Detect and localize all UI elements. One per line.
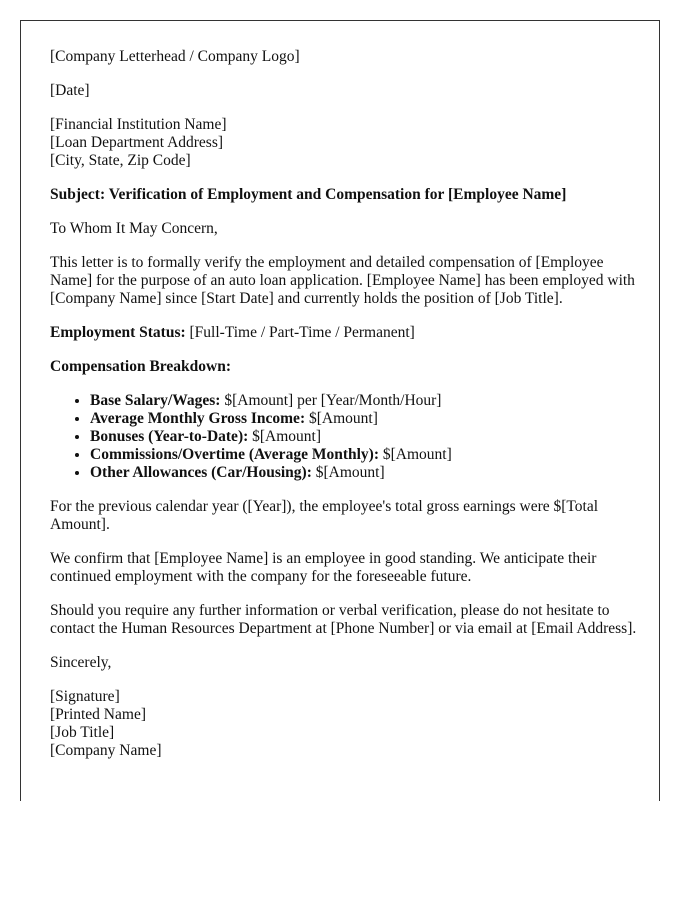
employment-status-label: Employment Status:: [50, 324, 186, 341]
standing-paragraph: We confirm that [Employee Name] is an employee in good standing. We anticipate their continued employment with the company for the foreseeable future.: [50, 550, 597, 585]
item-label: Base Salary/Wages:: [90, 392, 221, 409]
signature: [Signature]: [50, 688, 120, 705]
item-label: Other Allowances (Car/Housing):: [90, 464, 312, 481]
item-value: $[Amount]: [305, 410, 378, 427]
recipient-institution: [Financial Institution Name]: [50, 116, 227, 133]
letterhead: [Company Letterhead / Company Logo]: [50, 48, 300, 65]
employment-status-value: [Full-Time / Part-Time / Permanent]: [185, 324, 415, 341]
salutation: To Whom It May Concern,: [50, 220, 218, 237]
item-value: $[Amount]: [248, 428, 322, 445]
employment-status: [50, 324, 640, 342]
contact-paragraph: Should you require any further information or verbal verification, please do not hesitate to contact the Human Resources Department at [Phone Number] or via email at [Email Address].: [50, 602, 637, 637]
subject-line: [50, 186, 640, 204]
subject-text: Subject: Verification of Employment and Compensation for [Employee Name]: [50, 186, 567, 203]
compensation-item-monthly-gross: [90, 410, 640, 428]
recipient-department-address: [Loan Department Address]: [50, 134, 224, 151]
item-label: Average Monthly Gross Income:: [90, 410, 306, 427]
letter-page: [20, 20, 660, 801]
item-value: $[Amount]: [311, 464, 385, 481]
item-label: Bonuses (Year-to-Date):: [90, 428, 249, 445]
printed-name: [Printed Name]: [50, 706, 146, 723]
signer-company-name: [Company Name]: [50, 742, 162, 759]
previous-year-paragraph: For the previous calendar year ([Year]), the employee's total gross earnings were $[Total Amount].: [50, 498, 599, 533]
item-value: $[Amount]: [378, 446, 452, 463]
recipient-city-state-zip: [City, State, Zip Code]: [50, 152, 191, 169]
item-label: Commissions/Overtime (Average Monthly):: [90, 446, 379, 463]
letter-content: [50, 48, 640, 776]
signature-block: [50, 688, 640, 760]
compensation-item-commissions: [90, 446, 640, 464]
compensation-heading-text: Compensation Breakdown:: [50, 358, 232, 375]
intro-paragraph: This letter is to formally verify the employment and detailed compensation of [Employee Name] for the purpose of an auto loan application. [Employee Name] has been employed with [Company Name] since [Start Date] and currently holds the position of [Job Title].: [50, 254, 635, 307]
item-value: $[Amount] per [Year/Month/Hour]: [220, 392, 442, 409]
recipient-address: [50, 116, 640, 170]
compensation-item-base-salary: [90, 392, 640, 410]
compensation-item-bonuses: [90, 428, 640, 446]
compensation-list: [50, 392, 640, 482]
compensation-item-allowances: [90, 464, 640, 482]
signer-job-title: [Job Title]: [50, 724, 115, 741]
letter-date: [Date]: [50, 82, 90, 99]
compensation-heading: [50, 358, 640, 376]
closing: Sincerely,: [50, 654, 112, 671]
